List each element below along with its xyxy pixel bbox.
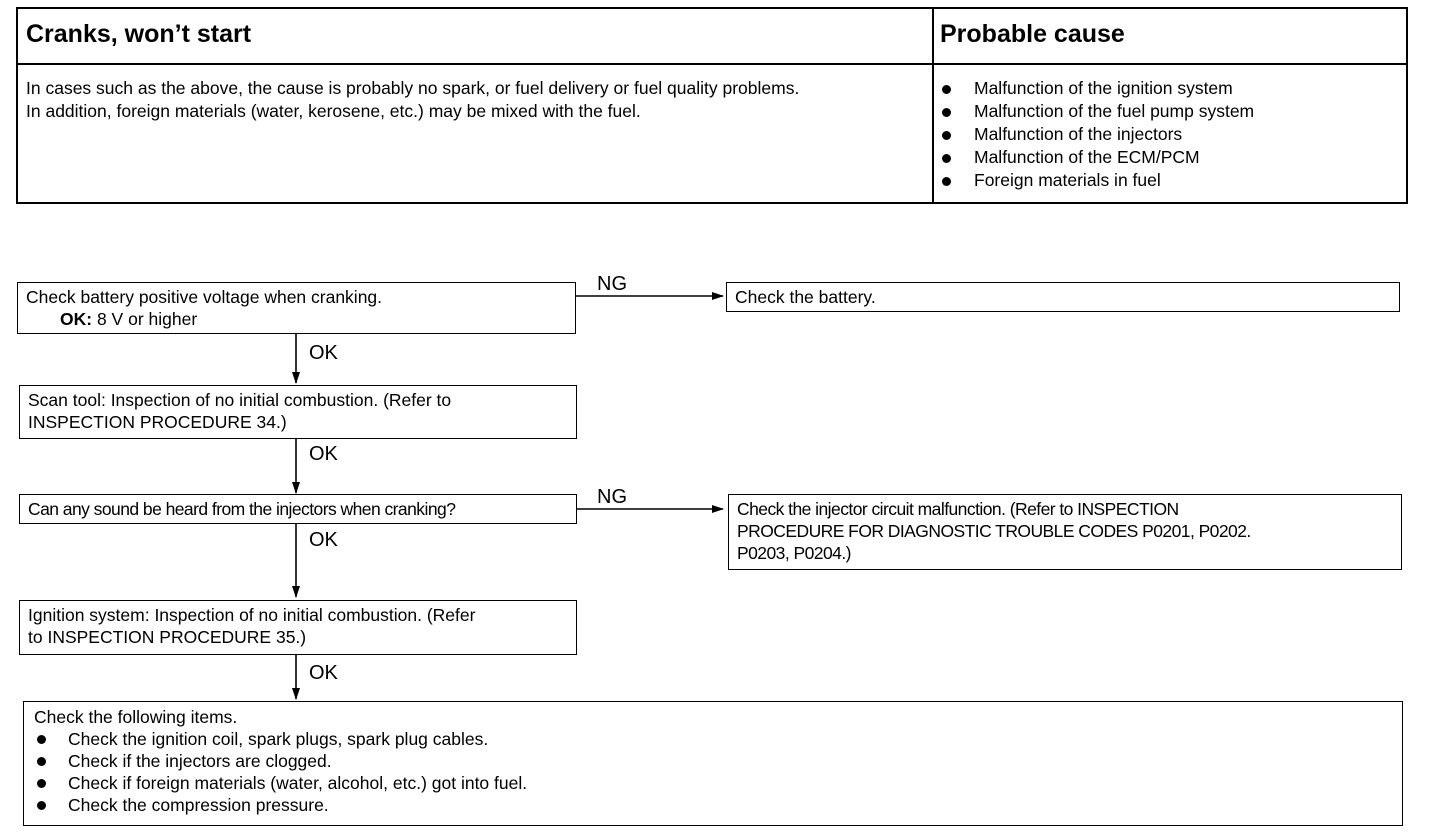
bullet-icon — [37, 801, 46, 810]
final-check-items — [23, 701, 1403, 826]
action-check-battery — [726, 282, 1400, 312]
check-item-text: Check if the injectors are clogged. — [68, 751, 332, 771]
step-injector-sound-check — [19, 494, 577, 524]
step-text: Can any sound be heard from the injectors when cranking? — [28, 499, 456, 519]
list-item — [940, 169, 1254, 192]
list-item — [940, 100, 1254, 123]
action-text: PROCEDURE FOR DIAGNOSTIC TROUBLE CODES P0201, P0202. — [737, 521, 1251, 541]
table-header-divider — [18, 63, 1406, 65]
check-item-text: Check if foreign materials (water, alcohol, etc.) got into fuel. — [68, 773, 528, 793]
probable-cause-list — [940, 77, 1254, 192]
step-text: Check battery positive voltage when cranking. — [26, 287, 383, 307]
step-ignition-system-inspection — [19, 600, 577, 655]
cause-text: Malfunction of the injectors — [974, 124, 1183, 144]
table-column-divider — [932, 9, 934, 202]
symptom-heading: Cranks, won’t start — [26, 20, 252, 48]
ok-criterion-key: OK: — [60, 309, 93, 329]
symptom-line: In cases such as the above, the cause is probably no spark, or fuel delivery or fuel quality problems. — [26, 78, 800, 98]
check-item-text: Check the compression pressure. — [68, 795, 329, 815]
check-item-text: Check the ignition coil, spark plugs, spark plug cables. — [68, 729, 489, 749]
cause-text: Malfunction of the fuel pump system — [974, 101, 1255, 121]
step-scan-tool-inspection — [19, 385, 577, 439]
list-item — [34, 728, 1392, 750]
bullet-icon — [37, 735, 46, 744]
bullet-icon — [942, 154, 951, 163]
bullet-icon — [942, 177, 951, 186]
list-item — [34, 794, 1392, 816]
cause-text: Foreign materials in fuel — [974, 170, 1161, 190]
symptom-description — [26, 77, 926, 123]
symptom-line: In addition, foreign materials (water, kerosene, etc.) may be mixed with the fuel. — [26, 101, 641, 121]
step-text: to INSPECTION PROCEDURE 35.) — [28, 627, 307, 647]
probable-cause-heading: Probable cause — [940, 20, 1125, 48]
symptom-cause-table — [16, 7, 1408, 204]
cause-text: Malfunction of the ignition system — [974, 78, 1233, 98]
step-check-battery-voltage — [17, 282, 576, 334]
action-text: Check the battery. — [735, 287, 876, 307]
list-item — [34, 750, 1392, 772]
final-check-list — [34, 728, 1392, 816]
bullet-icon — [37, 757, 46, 766]
ok-label-battery: OK — [309, 342, 338, 364]
ok-label-injector: OK — [309, 529, 338, 551]
step-text: Ignition system: Inspection of no initial combustion. (Refer — [28, 605, 476, 625]
ok-criterion-value: 8 V or higher — [96, 309, 198, 329]
ng-label-injector: NG — [597, 486, 627, 508]
ok-criterion — [26, 308, 567, 330]
ok-label-scan-tool: OK — [309, 443, 338, 465]
list-item — [940, 146, 1254, 169]
step-text: Scan tool: Inspection of no initial combustion. (Refer to — [28, 390, 452, 410]
bullet-icon — [942, 131, 951, 140]
step-text: INSPECTION PROCEDURE 34.) — [28, 412, 287, 432]
ng-label-battery: NG — [597, 273, 627, 295]
list-item — [34, 772, 1392, 794]
action-check-injector-circuit — [728, 494, 1402, 570]
action-text: Check the injector circuit malfunction. (Refer to INSPECTION — [737, 499, 1179, 519]
list-item — [940, 77, 1254, 100]
ok-label-ignition: OK — [309, 662, 338, 684]
action-text: P0203, P0204.) — [737, 543, 851, 563]
final-check-title: Check the following items. — [34, 707, 238, 727]
list-item — [940, 123, 1254, 146]
cause-text: Malfunction of the ECM/PCM — [974, 147, 1200, 167]
bullet-icon — [942, 108, 951, 117]
bullet-icon — [37, 779, 46, 788]
bullet-icon — [942, 85, 951, 94]
